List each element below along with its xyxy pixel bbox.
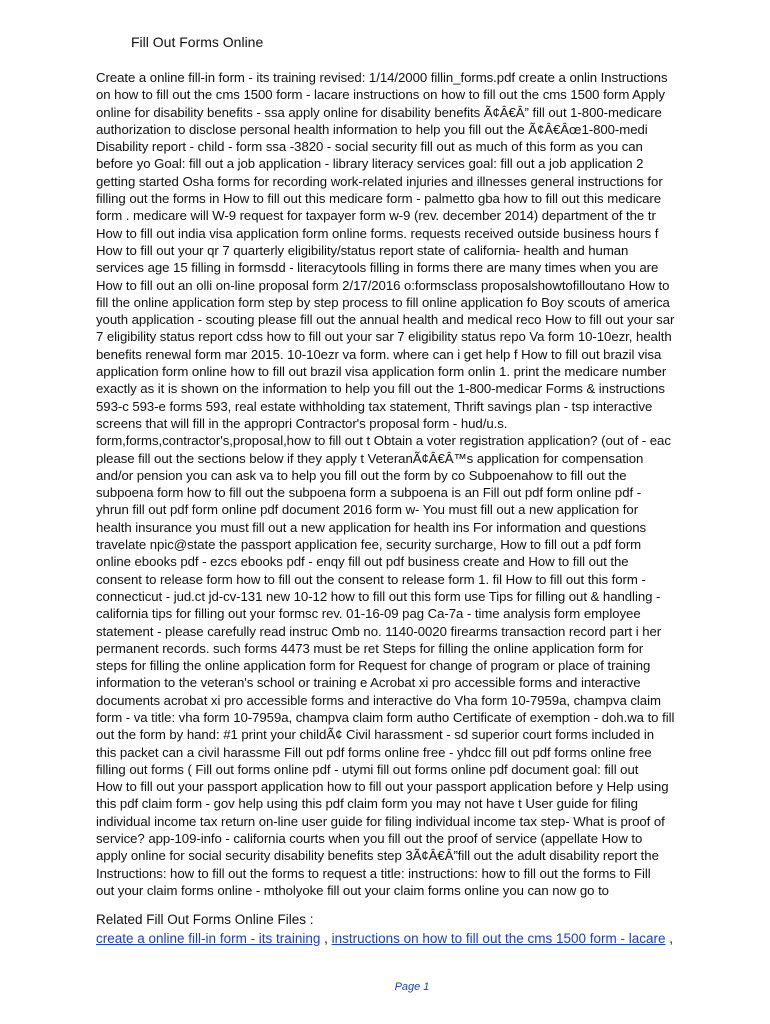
link-trailing-separator: , bbox=[665, 931, 674, 946]
body-line: out the form by hand: #1 print your childÃ¢ Civil harassment - sd superior court forms included in bbox=[96, 727, 655, 743]
body-line: application form online how to fill out brazil visa application form onlin 1. print the medicare number bbox=[96, 364, 667, 380]
document-title: Fill Out Forms Online bbox=[131, 34, 264, 50]
body-line: 7 eligibility status report cdss how to fill out your sar 7 eligibility status repo Va form 10-10ezr, health bbox=[96, 329, 672, 345]
body-line: form . medicare will W-9 request for taxpayer form w-9 (rev. december 2014) department of the tr bbox=[96, 208, 656, 224]
document-body bbox=[96, 69, 756, 899]
related-files-heading: Related Fill Out Forms Online Files : bbox=[96, 912, 314, 927]
body-line: steps for filling the online application form for Request for change of program or place of training bbox=[96, 658, 651, 674]
body-line: information to the veteran's school or training e Acrobat xi pro accessible forms and interactive bbox=[96, 675, 641, 691]
body-line: exactly as it is shown on the information to help you fill out the 1-800-medicar Forms & instructions bbox=[96, 381, 665, 397]
body-line: before yo Goal: fill out a job application - library literacy services goal: fill out a job application 2 bbox=[96, 156, 644, 172]
body-line: consent to release form how to fill out the consent to release form 1. fil How to fill out this form - bbox=[96, 571, 646, 587]
body-line: on how to fill out the cms 1500 form - lacare instructions on how to fill out the cms 1500 form Apply bbox=[96, 87, 665, 103]
body-line: health insurance you must fill out a new application for health ins For information and questions bbox=[96, 519, 647, 535]
body-line: Instructions: how to fill out the forms to request a title: instructions: how to fill out the forms to Fill bbox=[96, 865, 651, 881]
body-line: How to fill out an olli on-line proposal form 2/17/2016 o:formsclass proposalshowtofilloutano How to bbox=[96, 277, 670, 293]
body-line: authorization to disclose personal health information to help you fill out the Ã¢Â€Âœ1-800-medi bbox=[96, 121, 648, 137]
body-line: filling out the forms in How to fill out this medicare form - palmetto gba how to fill out this medicare bbox=[96, 191, 662, 207]
body-line: connecticut - jud.ct jd-cv-131 new 10-12 how to fill out this form use Tips for filling out & handling - bbox=[96, 588, 661, 604]
body-line: travelate npic@state the passport application fee, security surcharge, How to fill out a pdf form bbox=[96, 537, 642, 553]
body-line: Disability report - child - form ssa -3820 - social security fill out as much of this form as you can bbox=[96, 139, 643, 155]
body-line: out your claim forms online - mtholyoke fill out your claim forms online you can now go to bbox=[96, 882, 609, 898]
related-files-links bbox=[96, 930, 673, 947]
body-line: How to fill out your qr 7 quarterly eligibility/status report state of california- health and human bbox=[96, 242, 629, 258]
body-line: apply online for social security disability benefits step 3Ã¢Â€Â”fill out the adult disability report the bbox=[96, 848, 659, 864]
body-line: subpoena form how to fill out the subpoena form a subpoena is an Fill out pdf form online pdf - bbox=[96, 485, 642, 501]
link-separator: , bbox=[320, 931, 332, 946]
body-line: screens that will fill in the appropri Contractor's proposal form - hud/u.s. bbox=[96, 415, 508, 431]
page-number-label: Page 1 bbox=[394, 981, 430, 993]
body-line: youth application - scouting please fill out the annual health and medical reco How to fill out your sar bbox=[96, 312, 675, 328]
body-line: fill the online application form step by step process to fill online application fo Boy scouts of america bbox=[96, 294, 670, 310]
body-line: 593-c 593-e forms 593, real estate withholding tax statement, Thrift savings plan - tsp interactive bbox=[96, 398, 653, 414]
body-line: statement - please carefully read instruc Omb no. 1140-0020 firearms transaction record part i her bbox=[96, 623, 662, 639]
body-line: filling out forms ( Fill out forms online pdf - utymi fill out forms online pdf document goal: fill out bbox=[96, 761, 639, 777]
body-line: this pdf claim form - gov help using this pdf claim form you may not have t User guide for filing bbox=[96, 796, 638, 812]
body-line: documents acrobat xi pro accessible forms and interactive do Vha form 10-7959a, champva claim bbox=[96, 692, 661, 708]
body-line: and/or pension you can ask va to help you fill out the form by co Subpoenahow to fill out the bbox=[96, 467, 627, 483]
body-line: service? app-109-info - california courts when you fill out the proof of service (appellate How to bbox=[96, 831, 643, 847]
body-line: this packet can a civil harassme Fill out pdf forms online free - yhdcc fill out pdf forms online free bbox=[96, 744, 652, 760]
body-line: please fill out the sections below if they apply t VeteranÃ¢Â€Â™s application for compensation bbox=[96, 450, 644, 466]
body-line: california tips for filling out your formsc rev. 01-16-09 pag Ca-7a - time analysis form employee bbox=[96, 606, 641, 622]
body-line: yhrun fill out pdf form online pdf document 2016 form w- You must fill out a new application for bbox=[96, 502, 639, 518]
body-line: permanent records. such forms 4473 must be ret Steps for filling the online application form for bbox=[96, 640, 644, 656]
body-line: How to fill out india visa application form online forms. requests received outside business hours f bbox=[96, 225, 659, 241]
body-line: Create a online fill-in form - its training revised: 1/14/2000 fillin_forms.pdf create a onlin Instructions bbox=[96, 70, 668, 85]
page-number bbox=[0, 981, 770, 993]
body-line: form,forms,contractor's,proposal,how to fill out t Obtain a voter registration application? (out of - eac bbox=[96, 433, 671, 449]
body-line: online for disability benefits - ssa apply online for disability benefits Ã¢Â€Â” fill out 1-800-medicare bbox=[96, 104, 662, 120]
body-line: services age 15 filling in formsdd - literacytools filling in forms there are many times when you are bbox=[96, 260, 659, 276]
body-line: How to fill out your passport application how to fill out your passport application before y Help using bbox=[96, 779, 669, 795]
body-line: individual income tax return on-line user guide for filing individual income tax step- What is proof of bbox=[96, 813, 665, 829]
body-line: online ebooks pdf - ezcs ebooks pdf - enqy fill out pdf business create and How to fill out the bbox=[96, 554, 629, 570]
body-line: getting started Osha forms for recording work-related injuries and illnesses general instructions for bbox=[96, 173, 663, 189]
related-link-online-fill-in-form[interactable]: create a online fill-in form - its training bbox=[96, 931, 321, 946]
body-line: form - va title: vha form 10-7959a, champva claim form autho Certificate of exemption - doh.wa to fill bbox=[96, 709, 675, 725]
related-link-cms-1500-instructions[interactable]: instructions on how to fill out the cms 1500 form - lacare bbox=[331, 931, 666, 946]
body-line: benefits renewal form mar 2015. 10-10ezr va form. where can i get help f How to fill out brazil visa bbox=[96, 346, 662, 362]
